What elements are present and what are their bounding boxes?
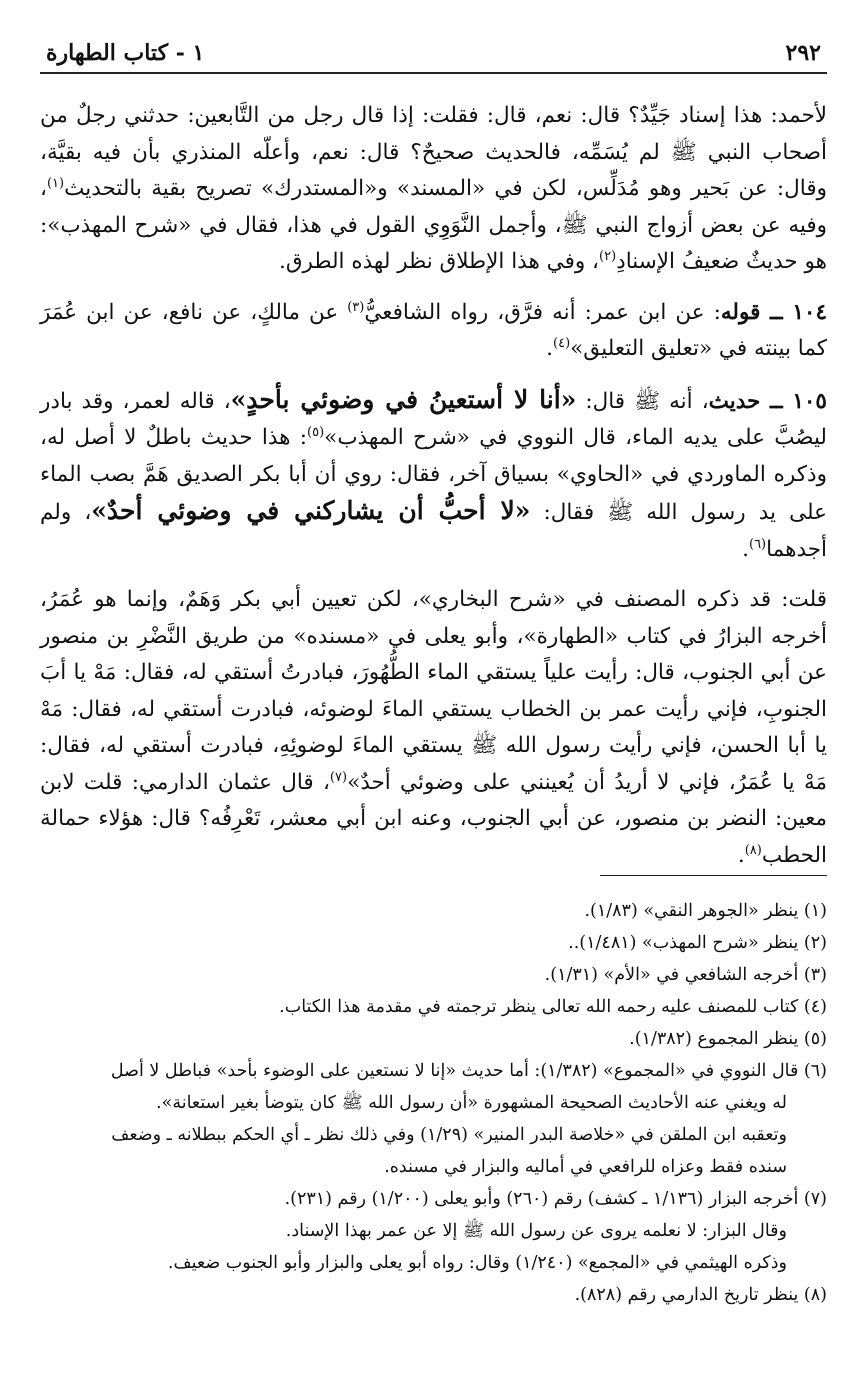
footnote-7-cont: وذكره الهيثمي في «المجمع» (١/٢٤٠) وقال: رواه أبو يعلى والبزار وأبو الجنوب ضعيف. xyxy=(167,1253,787,1273)
footnote-4: (٤) كتاب للمصنف عليه رحمه الله تعالى ينظر ترجمته في مقدمة هذا الكتاب. xyxy=(279,997,827,1017)
text-run: . xyxy=(742,536,749,562)
page-number: ٢٩٢ xyxy=(785,40,821,66)
footnote-ref: (٢) xyxy=(599,248,617,264)
text-run: ، وفيه عن بعض أزواج النبي ﷺ، وأجمل النَّوَوِي القول في هذا، فقال في «شرح المهذب»: هو حديثٌ ضعيفُ الإسنادِ xyxy=(40,176,827,274)
paragraph-105 xyxy=(40,382,827,569)
footnote-7-cont: وقال البزار: لا نعلمه يروى عن رسول الله ﷺ إلا عن عمر بهذا الإسناد. xyxy=(285,1221,787,1241)
text-run: . xyxy=(546,336,553,361)
text-run: ، وفي هذا الإطلاق نظر لهذه الطرق. xyxy=(278,249,599,274)
paragraph-104 xyxy=(40,295,827,368)
footnote-2: (٢) ينظر «شرح المهذب» (١/٤٨١).. xyxy=(568,933,827,953)
footnote-divider xyxy=(600,875,827,876)
text-run: : عن ابن عمر: أنه فرَّق، رواه الشافعيُّ xyxy=(364,299,721,325)
footnote-ref: (٥) xyxy=(307,424,325,440)
footnote-ref: (٦) xyxy=(748,536,767,552)
footnote-ref: (١) xyxy=(46,175,65,191)
paragraph-comment xyxy=(40,582,827,874)
text-run: ، قاله لعمر، وقد بادر ليصُبَّ على يديه الماء، قال النووي في «شرح المهذب» xyxy=(40,388,827,450)
text-run: ، ولم أجدهما xyxy=(40,500,827,562)
footnote-5: (٥) ينظر المجموع (١/٣٨٢). xyxy=(629,1029,827,1049)
text-run: لأحمد: هذا إسناد جَيِّدٌ؟ قال: نعم، قال: فقلت: إذا قال رجل من التَّابعين: حدثني رجلٌ من أصحاب النبي ﷺ لم يُسَمِّه، فالحديث صحيحٌ؟ قال: نعم، وأعلّه المنذري بأن فيه بقيَّة، وقال: عن بَحير وهو مُدَلِّس، لكن في «المسند» و«المستدرك» تصريح بقية بالتحديث xyxy=(40,103,827,201)
text-run: ، أنه ﷺ قال: xyxy=(576,388,709,414)
chapter-title: ١ - كتاب الطهارة xyxy=(46,40,205,66)
footnote-6-cont: له ويغني عنه الأحاديث الصحيحة المشهورة «أن رسول الله ﷺ كان يتوضأ بغير استعانة». xyxy=(156,1093,787,1113)
footnotes xyxy=(40,895,827,1311)
text-run: . xyxy=(737,842,745,868)
footnote-7: (٧) أخرجه البزار (١/١٣٦ ـ كشف) رقم (٢٦٠) وأبو يعلى (١/٢٠٠) رقم (٢٣١). xyxy=(284,1189,827,1209)
footnote-3: (٣) أخرجه الشافعي في «الأم» (١/٣١). xyxy=(544,965,827,985)
entry-number: ١٠٤ ــ قوله xyxy=(720,299,827,325)
footnote-1: (١) ينظر «الجوهر النقي» (١/٨٣). xyxy=(584,901,827,921)
entry-number: ١٠٥ ــ حديث xyxy=(708,388,827,414)
text-run: عن مالكٍ، عن نافع، عن ابن عُمَرَ كما بينته في «تعليق التعليق» xyxy=(40,299,827,361)
page-header xyxy=(40,38,827,74)
footnote-6-cont: وتعقبه ابن الملقن في «خلاصة البدر المنير» (١/٢٩) وفي ذلك نظر ـ أي الحكم ببطلانه ـ وضعف xyxy=(111,1125,787,1145)
footnote-ref: (٤) xyxy=(553,335,571,351)
footnote-6-cont: سنده فقط وعزاه للرافعي في أماليه والبزار في مسنده. xyxy=(384,1157,787,1177)
paragraph-1 xyxy=(40,98,827,281)
footnote-ref: (٣) xyxy=(347,299,365,315)
footnote-ref: (٨) xyxy=(744,842,762,858)
hadith-quote: «لا أحبُّ أن يشاركني في وضوئي أحدٌ» xyxy=(91,496,531,525)
text-run: قلت: قد ذكره المصنف في «شرح البخاري»، لكن تعيين أبي بكر وَهَمٌ، وإنما هو عُمَرُ، أخرجه البزارُ في كتاب «الطهارة»، وأبو يعلى في «مسنده» من طريق النَّضْرِ بن منصور عن أبي الجنوب، قال: رأيت علياً يستقي الماء الطُّهُورَ، فبادرتُ أستقي له، فقال: مَهْ يا أبَ الجنوبِ، فإني رأيت عمر بن الخطاب يستقي الماءَ لوضوئه، فبادرت أستقي له، فقال: مَهْ يا أبا الحسن، فإني رأيت رسول الله ﷺ يستقي الماءَ لوضوئِهِ، فبادرت أستقي له، فقال: مَهْ يا عُمَرُ، فإني لا أريدُ أن يُعينني على وضوئي أحدٌ» xyxy=(40,587,827,795)
text-run: : هذا حديث باطلٌ لا أصل له، وذكره الماوردي في «الحاوي» بسياق آخر، فقال: روي أن أبا بكر الصديق هَمَّ بصب الماء على يد رسول الله ﷺ فقال: xyxy=(40,425,827,525)
hadith-quote: «أنا لا أستعينُ في وضوئي بأحدٍ» xyxy=(230,384,577,414)
footnote-8: (٨) ينظر تاريخ الدارمي رقم (٨٢٨). xyxy=(574,1285,827,1305)
footnote-ref: (٧) xyxy=(329,769,348,785)
main-text xyxy=(40,98,827,874)
text-run: ، قال عثمان الدارمي: قلت لابن معين: النضر بن منصور، عن أبي الجنوب، وعنه ابن أبي معشر، تَعْرِفُه؟ قال: هؤلاء حمالة الحطب xyxy=(40,769,827,868)
footnote-6: (٦) قال النووي في «المجموع» (١/٣٨٢): أما حديث «إنا لا نستعين على الوضوء بأحد» فباطل لا أصل xyxy=(110,1061,827,1081)
